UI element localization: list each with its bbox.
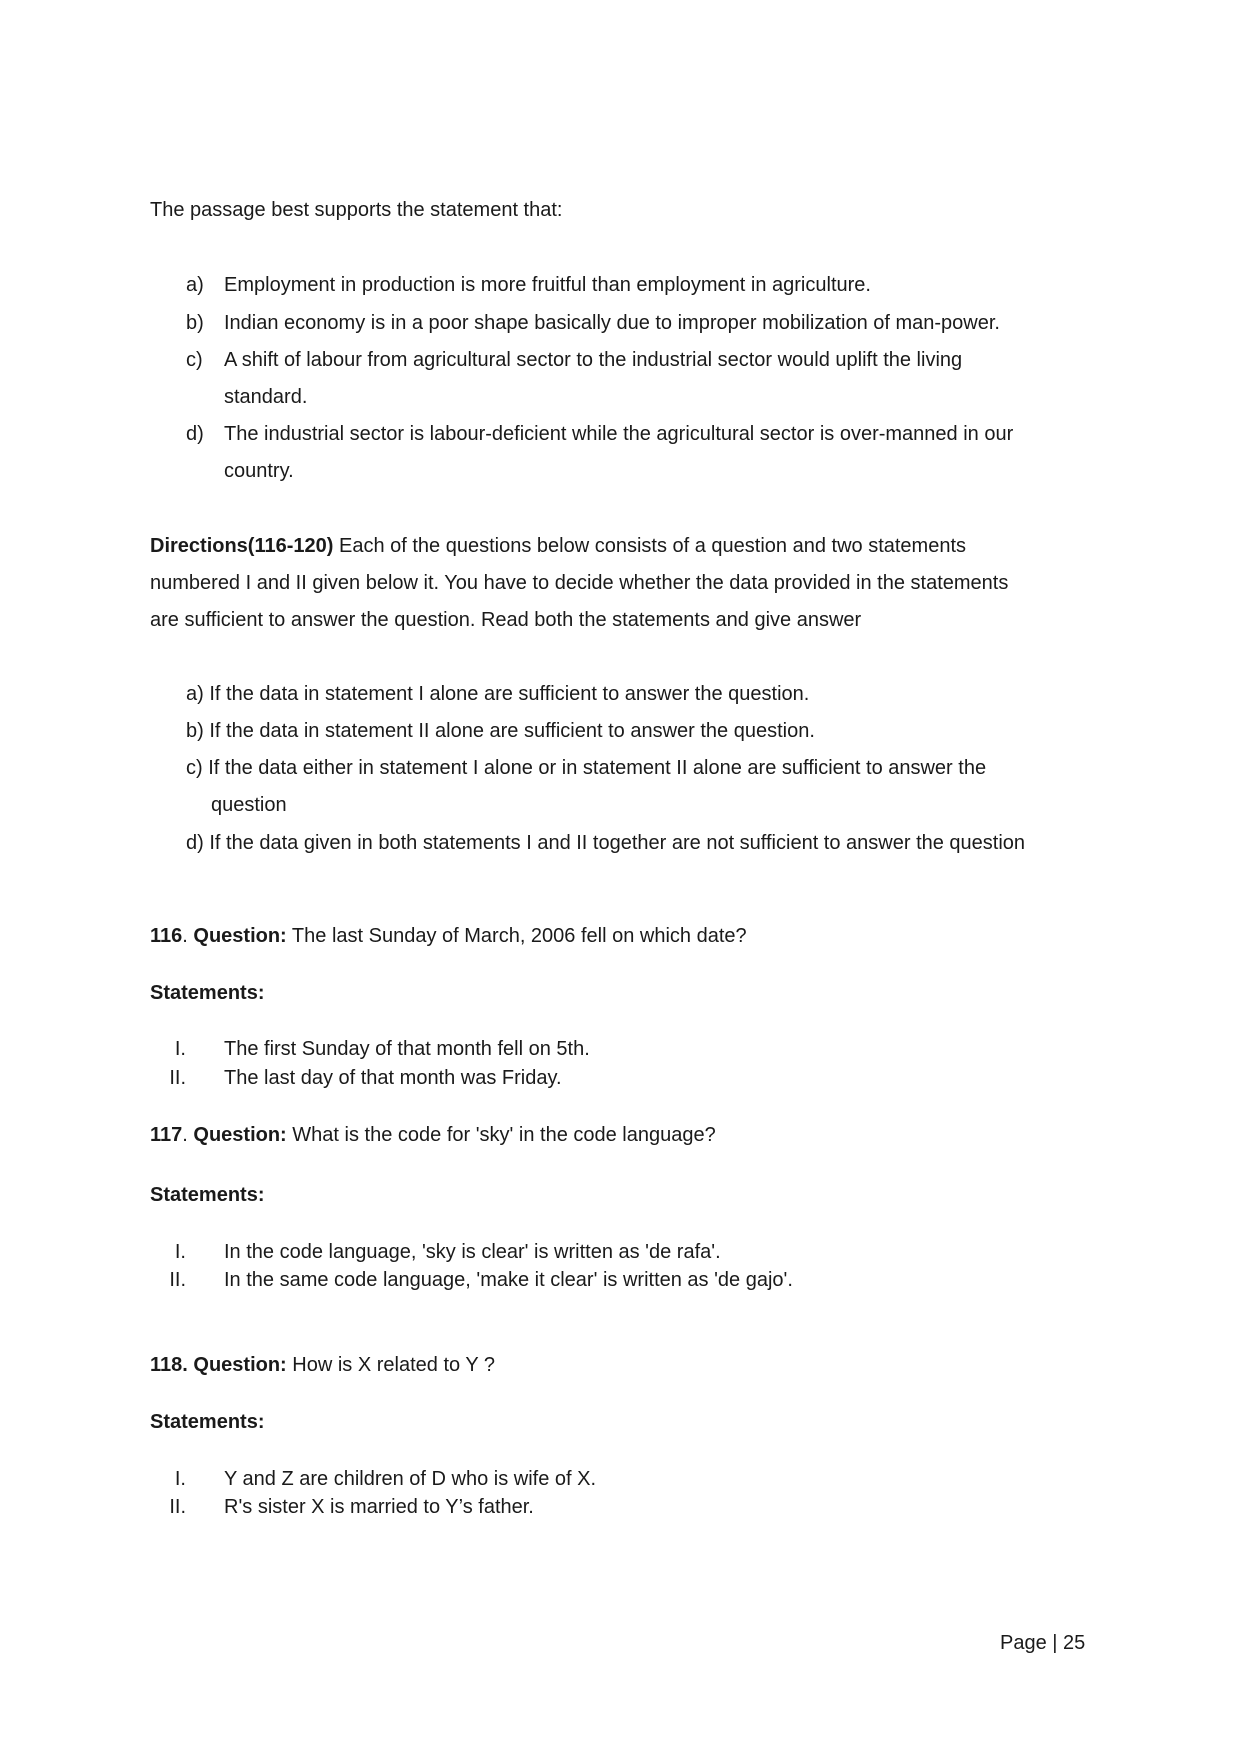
question-label: Question: (193, 1124, 287, 1146)
statement-marker: II. (169, 1269, 186, 1291)
statement-text: In the same code language, 'make it clear' is written as 'de gajo'. (224, 1269, 793, 1291)
directions-label: Directions(116-120) (150, 535, 334, 557)
option-text: Indian economy is in a poor shape basically due to improper mobilization of man-power. (224, 312, 1000, 334)
option-text: The industrial sector is labour-deficient while the agricultural sector is over-manned in our (224, 423, 1014, 445)
statement-marker: I. (174, 1241, 186, 1263)
directions-text: are sufficient to answer the question. Read both the statements and give answer (150, 609, 862, 631)
question-text: The last Sunday of March, 2006 fell on which date? (286, 925, 747, 947)
option-marker: b) (186, 312, 204, 334)
question-text: How is X related to Y ? (286, 1354, 495, 1376)
question-118 (150, 1352, 495, 1378)
statement-text: R's sister X is married to Y’s father. (224, 1496, 534, 1518)
statement-text: The last day of that month was Friday. (224, 1067, 562, 1089)
statement-marker: II. (169, 1067, 186, 1089)
statement-marker: I. (174, 1468, 186, 1490)
question-number: 118. (150, 1354, 188, 1376)
answer-choice: d) If the data given in both statements I and II together are not sufficient to answer the question (186, 832, 1026, 854)
option-text-continued: country. (224, 460, 294, 482)
option-marker: d) (186, 423, 204, 445)
option-marker: a) (186, 274, 204, 296)
directions-text: Each of the questions below consists of a question and two statements (333, 535, 967, 557)
page-number: Page | 25 (1000, 1632, 1086, 1654)
answer-choice-continued: question (211, 794, 287, 816)
question-text: What is the code for 'sky' in the code language? (286, 1124, 716, 1146)
directions-text: numbered I and II given below it. You have to decide whether the data provided in the statements (150, 572, 1009, 594)
statements-heading: Statements: (150, 982, 265, 1004)
question-separator: . (182, 925, 194, 947)
statement-text: In the code language, 'sky is clear' is written as 'de rafa'. (224, 1241, 721, 1263)
statements-heading: Statements: (150, 1184, 265, 1206)
question-number: 116 (150, 925, 183, 947)
passage-prompt: The passage best supports the statement that: (150, 199, 563, 221)
directions-paragraph (150, 533, 966, 559)
option-marker: c) (186, 349, 203, 371)
statement-marker: I. (174, 1038, 186, 1060)
option-text-continued: standard. (224, 386, 308, 408)
option-text: Employment in production is more fruitful than employment in agriculture. (224, 274, 871, 296)
answer-choice: a) If the data in statement I alone are sufficient to answer the question. (186, 683, 810, 705)
statement-text: Y and Z are children of D who is wife of X. (224, 1468, 597, 1490)
statement-text: The first Sunday of that month fell on 5th. (224, 1038, 590, 1060)
question-117 (150, 1122, 716, 1148)
question-label: Question: (193, 925, 287, 947)
statements-heading: Statements: (150, 1411, 265, 1433)
question-separator: . (182, 1124, 194, 1146)
answer-choice: c) If the data either in statement I alone or in statement II alone are sufficient to answer the (186, 757, 987, 779)
option-text: A shift of labour from agricultural sector to the industrial sector would uplift the living (224, 349, 963, 371)
question-label: Question: (193, 1354, 287, 1376)
question-number: 117 (150, 1124, 183, 1146)
statement-marker: II. (169, 1496, 186, 1518)
question-116 (150, 923, 747, 949)
answer-choice: b) If the data in statement II alone are sufficient to answer the question. (186, 720, 815, 742)
